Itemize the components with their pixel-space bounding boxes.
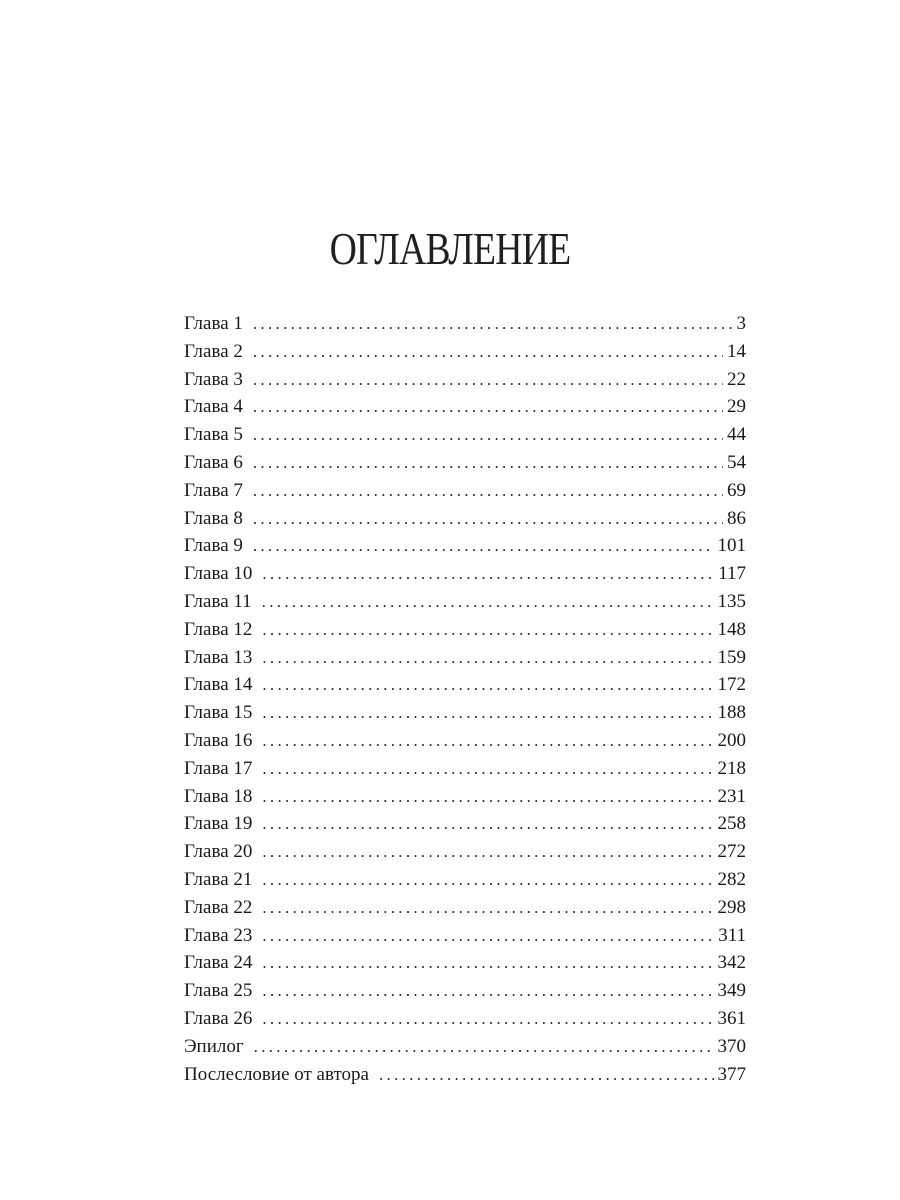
toc-dot-leader (262, 866, 713, 894)
toc-entry[interactable] (184, 949, 746, 977)
toc-entry-page-number: 22 (727, 368, 746, 390)
toc-entry[interactable] (184, 366, 746, 394)
toc-entry-label: Глава 21 (184, 868, 253, 890)
toc-dot-leader (262, 949, 713, 977)
toc-entry-page-number: 298 (717, 896, 746, 918)
toc-entry-label: Послесловие от автора (184, 1063, 369, 1085)
toc-entry-page-number: 258 (717, 813, 746, 835)
toc-entry-page-number: 69 (727, 479, 746, 501)
toc-entry[interactable] (184, 449, 746, 477)
toc-entry-label: Глава 4 (184, 396, 243, 418)
toc-entry-page-number: 172 (717, 674, 746, 696)
toc-dot-leader (253, 338, 723, 366)
toc-entry-page-number: 311 (718, 924, 746, 946)
toc-entry[interactable] (184, 588, 746, 616)
toc-entry-page-number: 29 (727, 396, 746, 418)
toc-entry[interactable] (184, 671, 746, 699)
toc-dot-leader (253, 505, 723, 533)
toc-entry-page-number: 14 (727, 340, 746, 362)
toc-entry-page-number: 272 (717, 841, 746, 863)
toc-dot-leader (253, 310, 733, 338)
toc-entry-page-number: 342 (717, 952, 746, 974)
toc-entry-page-number: 200 (717, 729, 746, 751)
toc-dot-leader (262, 588, 714, 616)
toc-entry-label: Глава 14 (184, 674, 253, 696)
toc-entry[interactable] (184, 393, 746, 421)
toc-dot-leader (262, 783, 713, 811)
toc-entry-page-number: 44 (727, 424, 746, 446)
toc-dot-leader (262, 671, 713, 699)
toc-dot-leader (262, 560, 714, 588)
toc-entry-page-number: 54 (727, 451, 746, 473)
toc-entry-page-number: 282 (717, 868, 746, 890)
toc-entry-label: Глава 2 (184, 340, 243, 362)
toc-entry[interactable] (184, 866, 746, 894)
toc-dot-leader (262, 644, 713, 672)
toc-entry[interactable] (184, 532, 746, 560)
toc-dot-leader (262, 727, 713, 755)
toc-entry-label: Глава 23 (184, 924, 253, 946)
toc-dot-leader (254, 1033, 714, 1061)
toc-dot-leader (262, 838, 713, 866)
toc-entry-label: Глава 8 (184, 507, 243, 529)
toc-entry-page-number: 370 (717, 1035, 746, 1057)
toc-entry[interactable] (184, 755, 746, 783)
toc-entry[interactable] (184, 616, 746, 644)
toc-entry[interactable] (184, 783, 746, 811)
page-title: ОГЛАВЛЕНИЕ (329, 223, 571, 274)
toc-entry-page-number: 377 (717, 1063, 746, 1085)
toc-dot-leader (253, 477, 723, 505)
toc-entry-label: Глава 17 (184, 757, 253, 779)
toc-entry[interactable] (184, 977, 746, 1005)
toc-entry[interactable] (184, 838, 746, 866)
toc-entry-label: Глава 24 (184, 952, 253, 974)
toc-entry-label: Глава 3 (184, 368, 243, 390)
toc-dot-leader (262, 977, 713, 1005)
toc-entry[interactable] (184, 922, 746, 950)
toc-entry-page-number: 86 (727, 507, 746, 529)
toc-entry[interactable] (184, 421, 746, 449)
toc-entry-page-number: 188 (717, 702, 746, 724)
toc-entry[interactable] (184, 310, 746, 338)
toc-dot-leader (262, 922, 714, 950)
toc-entry-label: Глава 5 (184, 424, 243, 446)
toc-entry-label: Глава 10 (184, 563, 253, 585)
toc-entry-label: Глава 25 (184, 980, 253, 1002)
toc-dot-leader (253, 421, 723, 449)
toc-entry[interactable] (184, 727, 746, 755)
toc-entry-label: Глава 15 (184, 702, 253, 724)
toc-entry-label: Глава 12 (184, 618, 253, 640)
toc-dot-leader (262, 616, 713, 644)
toc-entry-label: Глава 6 (184, 451, 243, 473)
toc-dot-leader (253, 532, 714, 560)
toc-dot-leader (262, 699, 713, 727)
toc-dot-leader (262, 1005, 713, 1033)
toc-entry-label: Глава 20 (184, 841, 253, 863)
toc-entry-page-number: 135 (717, 590, 746, 612)
toc-dot-leader (262, 810, 713, 838)
toc-entry-label: Глава 18 (184, 785, 253, 807)
toc-entry[interactable] (184, 560, 746, 588)
toc-entry-label: Глава 22 (184, 896, 253, 918)
toc-entry[interactable] (184, 1005, 746, 1033)
toc-entry[interactable] (184, 477, 746, 505)
toc-entry[interactable] (184, 810, 746, 838)
toc-entry-page-number: 117 (718, 563, 746, 585)
toc-entry-label: Глава 26 (184, 1007, 253, 1029)
toc-entry[interactable] (184, 894, 746, 922)
toc-entry-label: Глава 13 (184, 646, 253, 668)
toc-dot-leader (253, 393, 723, 421)
toc-entry[interactable] (184, 1061, 746, 1089)
toc-entry-page-number: 101 (717, 535, 746, 557)
toc-entry-page-number: 3 (736, 313, 746, 334)
toc-dot-leader (262, 755, 713, 783)
toc-entry-page-number: 218 (717, 757, 746, 779)
toc-dot-leader (262, 894, 713, 922)
toc-entry-label: Глава 16 (184, 729, 253, 751)
toc-entry-label: Глава 11 (184, 590, 252, 612)
toc-entry-page-number: 159 (717, 646, 746, 668)
toc-entry-label: Эпилог (184, 1035, 244, 1057)
toc-dot-leader (379, 1061, 714, 1089)
toc-entry-label: Глава 1 (184, 313, 243, 334)
toc-entry[interactable] (184, 644, 746, 672)
toc-dot-leader (253, 449, 723, 477)
table-of-contents (184, 310, 746, 1088)
toc-entry[interactable] (184, 505, 746, 533)
toc-entry-page-number: 148 (717, 618, 746, 640)
toc-entry-page-number: 349 (717, 980, 746, 1002)
toc-entry-page-number: 231 (717, 785, 746, 807)
toc-dot-leader (253, 366, 723, 394)
toc-entry-page-number: 361 (717, 1007, 746, 1029)
toc-entry-label: Глава 9 (184, 535, 243, 557)
toc-entry-label: Глава 19 (184, 813, 253, 835)
toc-entry[interactable] (184, 338, 746, 366)
toc-entry[interactable] (184, 699, 746, 727)
toc-entry-label: Глава 7 (184, 479, 243, 501)
toc-entry[interactable] (184, 1033, 746, 1061)
